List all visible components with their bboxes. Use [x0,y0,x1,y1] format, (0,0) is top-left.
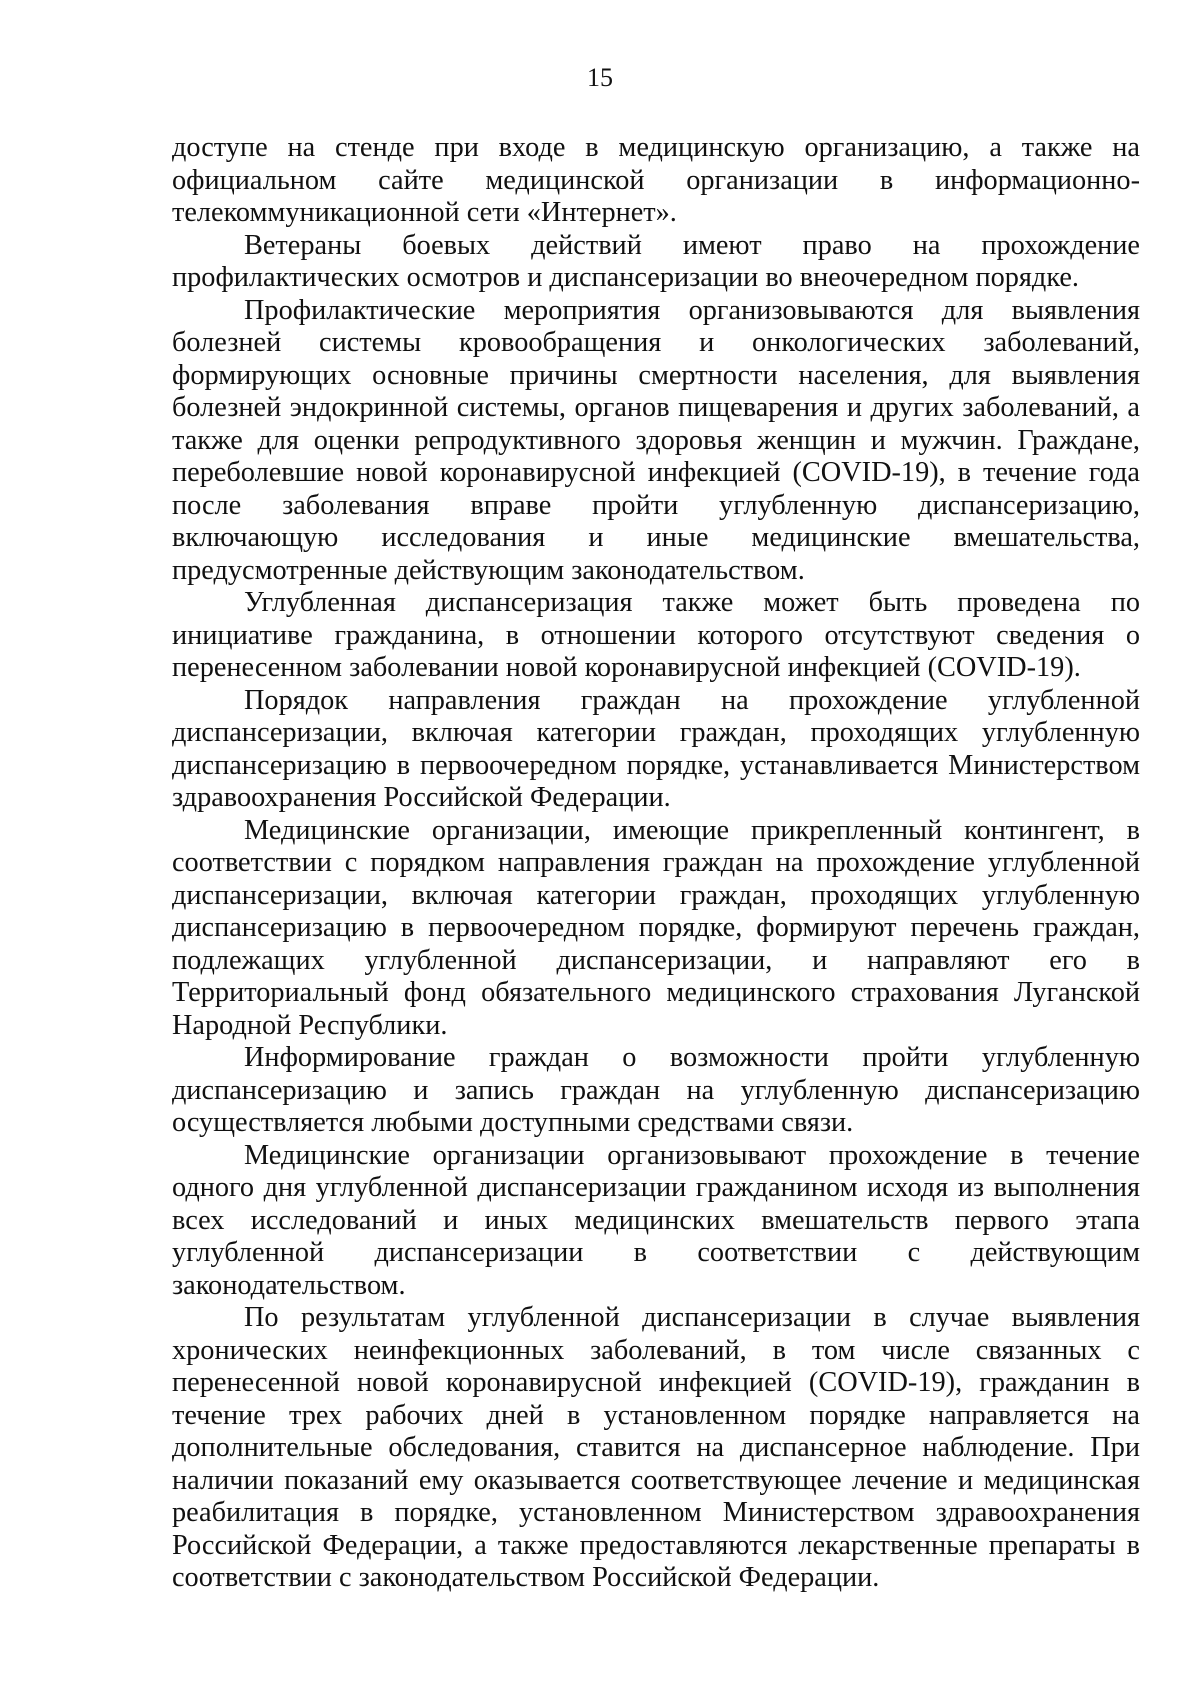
paragraph: Профилактические мероприятия организовываются для выявления болезней системы кровообращения и онкологических заболеваний, формирующих основные причины смертности населения, для выявления болезней эндокринной системы, органов пищеварения и других заболеваний, а также для оценки репродуктивного здоровья женщин и мужчин. Граждане, переболевшие новой коронавирусной инфекцией (COVID-19), в течение года после заболевания вправе пройти углубленную диспансеризацию, включающую исследования и иные медицинские вмешательства, предусмотренные действующим законодательством. [172,294,1140,586]
paragraph: Ветераны боевых действий имеют право на прохождение профилактических осмотров и диспансеризации во внеочередном порядке. [172,229,1140,293]
paragraph: По результатам углубленной диспансеризации в случае выявления хронических неинфекционных заболеваний, в том числе связанных с перенесенной новой коронавирусной инфекцией (COVID-19), гражданин в течение трех рабочих дней в установленном порядке направляется на дополнительные обследования, ставится на диспансерное наблюдение. При наличии показаний ему оказывается соответствующее лечение и медицинская реабилитация в порядке, установленном Министерством здравоохранения Российской Федерации, а также предоставляются лекарственные препараты в соответствии с законодательством Российской Федерации. [172,1302,1140,1593]
document-body [172,132,1140,1595]
paragraph: Углубленная диспансеризация также может быть проведена по инициативе гражданина, в отношении которого отсутствуют сведения о перенесенном заболевании новой коронавирусной инфекцией (COVID-19). [172,587,1140,683]
paragraph: Информирование граждан о возможности пройти углубленную диспансеризацию и запись граждан на углубленную диспансеризацию осуществляется любыми доступными средствами связи. [172,1042,1140,1138]
paragraph: Медицинские организации организовывают прохождение в течение одного дня углубленной диспансеризации гражданином исходя из выполнения всех исследований и иных медицинских вмешательств первого этапа углубленной диспансеризации в соответствии с действующим законодательством. [172,1139,1140,1301]
page-number: 15 [587,63,613,92]
paragraph: Медицинские организации, имеющие прикрепленный контингент, в соответствии с порядком направления граждан на прохождение углубленной диспансеризации, включая категории граждан, проходящих углубленную диспансеризацию в первоочередном порядке, формируют перечень граждан, подлежащих углубленной диспансеризации, и направляют его в Территориальный фонд обязательного медицинского страхования Луганской Народной Республики. [172,814,1140,1041]
paragraph: Порядок направления граждан на прохождение углубленной диспансеризации, включая категории граждан, проходящих углубленную диспансеризацию в первоочередном порядке, устанавливается Министерством здравоохранения Российской Федерации. [172,684,1140,813]
paragraph-continued: доступе на стенде при входе в медицинскую организацию, а также на официальном сайте медицинской организации в информационно-телекоммуникационной сети «Интернет». [172,132,1140,228]
